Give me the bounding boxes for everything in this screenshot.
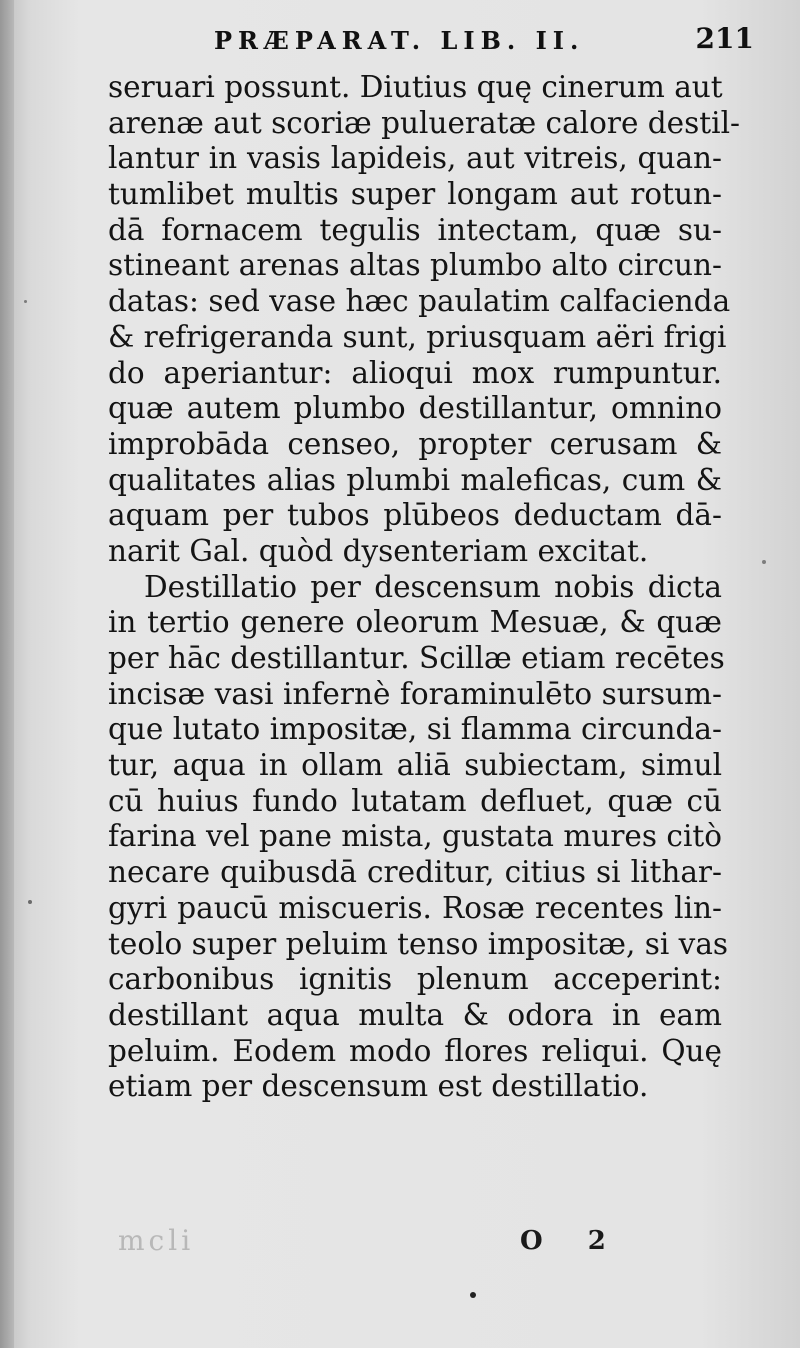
folio-number: 211 (695, 22, 754, 55)
ink-speck (28, 900, 32, 904)
text-line: do aperiantur: alioqui mox rumpuntur. (108, 355, 722, 390)
text-line: necare quibusdā creditur, citius si lithar- (108, 855, 722, 890)
text-line: qualitates alias plumbi maleficas, cum & (108, 462, 722, 497)
bleed-through-text: mcli (118, 1224, 195, 1257)
text-line: quæ autem plumbo destillantur, omnino (108, 391, 722, 426)
text-line: improbāda censeo, propter cerusam & (108, 426, 722, 461)
ink-speck (470, 1292, 476, 1298)
text-line: lantur in vasis lapideis, aut vitreis, quan- (108, 141, 722, 176)
text-line: narit Gal. quòd dysenteriam excitat. (108, 533, 649, 568)
running-head: PRÆPARAT. LIB. II. (214, 26, 585, 55)
text-line: peluim. Eodem modo flores reliqui. Quę (108, 1033, 722, 1068)
body-text (108, 70, 740, 1105)
text-line: que lutato impositæ, si flamma circunda- (108, 712, 722, 747)
text-line: etiam per descensum est destillatio. (108, 1069, 649, 1104)
text-line: aquam per tubos plūbeos deductam dā- (108, 498, 722, 533)
ink-speck (762, 560, 766, 564)
text-line: gyri paucū miscueris. Rosæ recentes lin- (108, 890, 722, 925)
text-line: teolo super peluim tenso impositæ, si vas (108, 926, 729, 961)
text-line: in tertio genere oleorum Mesuæ, & quæ (108, 605, 722, 640)
text-line: per hāc destillantur. Scillæ etiam recētes (108, 641, 725, 675)
text-line: datas: sed vase hæc paulatim calfacienda (108, 284, 731, 319)
text-line: cū huius fundo lutatam defluet, quæ cū (108, 783, 722, 818)
text-line: tumlibet multis super longam aut rotun- (108, 177, 722, 212)
paragraph-start-line: Destillatio per descensum nobis dicta (144, 569, 722, 604)
text-line: tur, aqua in ollam aliā subiectam, simul (108, 748, 722, 783)
text-line: seruari possunt. Diutius quę cinerum aut (108, 70, 723, 104)
page-header (214, 22, 754, 62)
ink-speck (24, 300, 27, 303)
text-line: incisæ vasi infernè foraminulēto sursum- (108, 676, 722, 711)
text-line: carbonibus ignitis plenum acceperint: (108, 962, 722, 997)
text-line: stineant arenas altas plumbo alto circun- (108, 248, 722, 283)
text-line: destillant aqua multa & odora in eam (108, 997, 722, 1032)
text-line: arenæ aut scoriæ pulueratæ calore destil- (108, 105, 740, 140)
text-line: farina vel pane mista, gustata mures citò (108, 819, 722, 854)
text-line: dā fornacem tegulis intectam, quæ su- (108, 212, 722, 247)
text-line: & refrigeranda sunt, priusquam aëri frigi (108, 319, 727, 354)
signature-mark: O 2 (520, 1226, 624, 1256)
